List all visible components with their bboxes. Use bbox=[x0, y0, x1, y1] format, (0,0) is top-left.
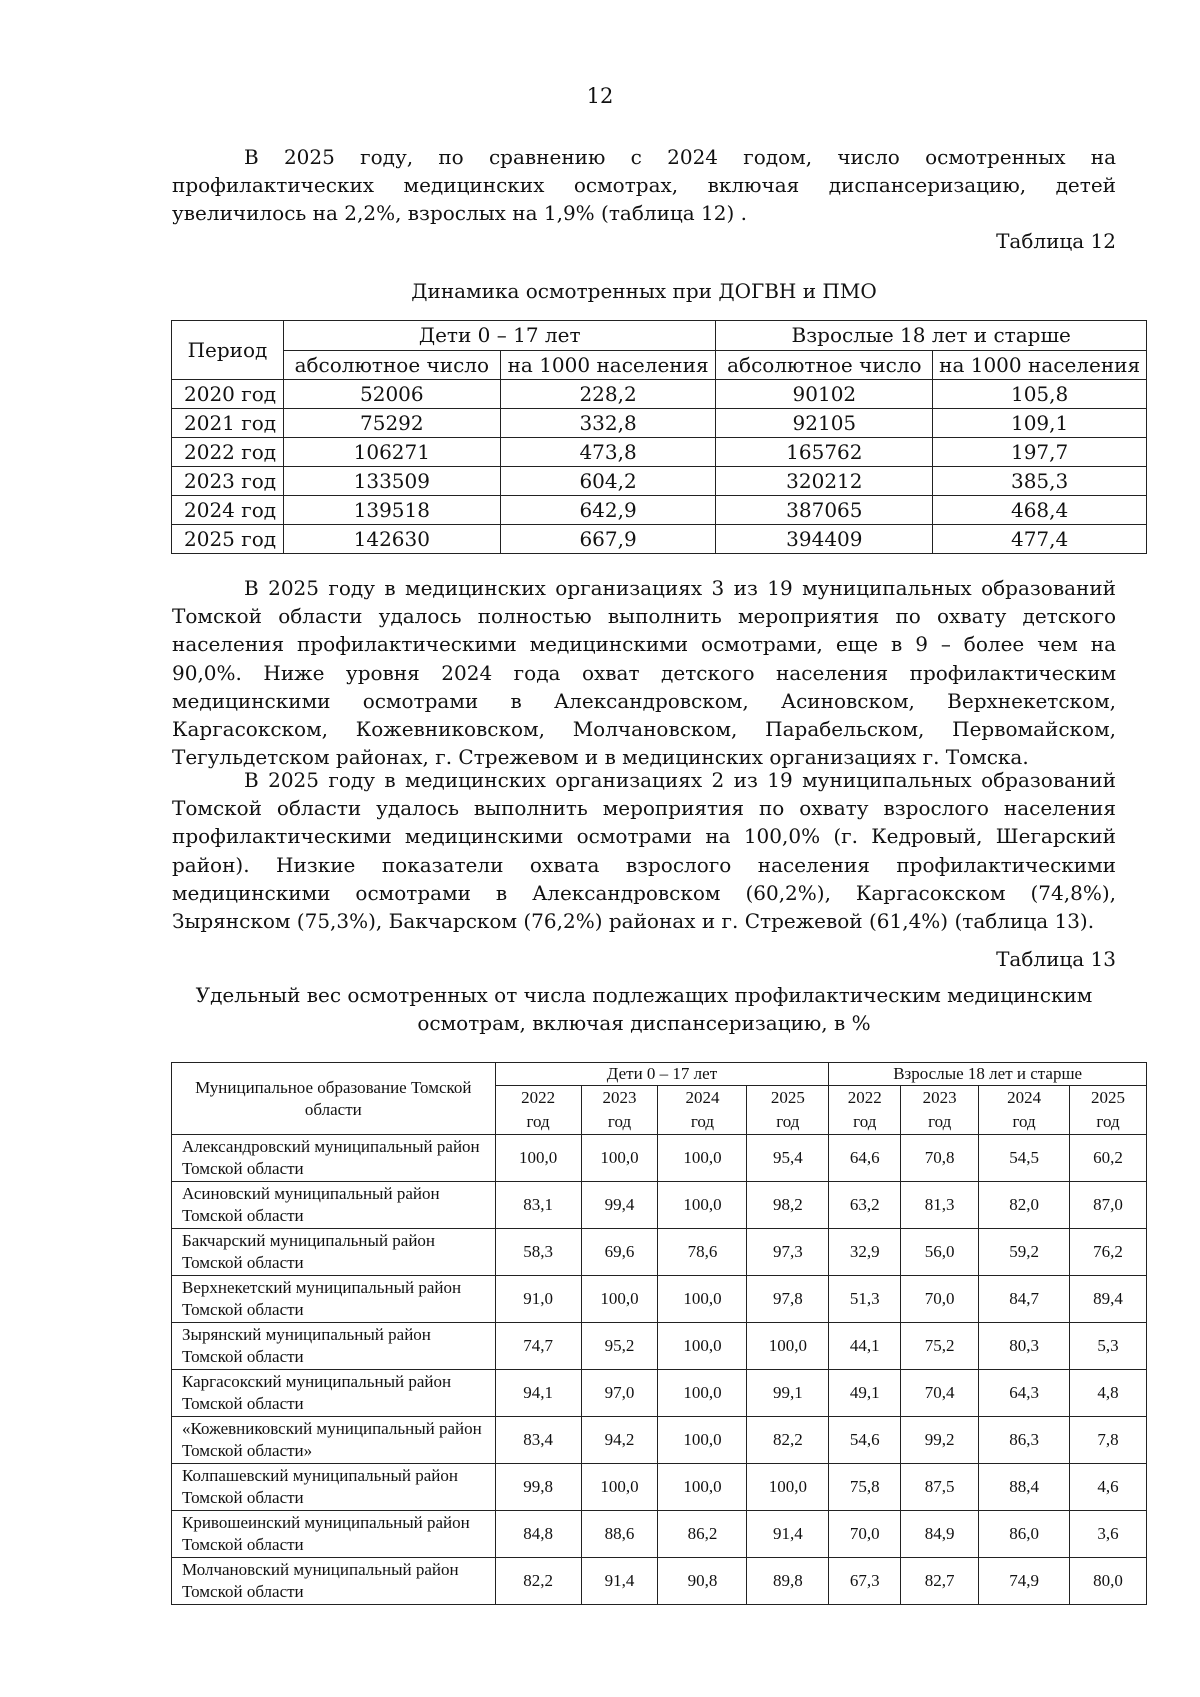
value-cell: 91,4 bbox=[581, 1558, 658, 1605]
value-cell: 7,8 bbox=[1070, 1417, 1147, 1464]
value-cell: 99,1 bbox=[747, 1370, 829, 1417]
value-cell: 80,3 bbox=[979, 1323, 1070, 1370]
header-children-abs: абсолютное число bbox=[283, 350, 500, 380]
value-cell: 89,4 bbox=[1070, 1276, 1147, 1323]
value-cell: 5,3 bbox=[1070, 1323, 1147, 1370]
adults-rate-cell: 385,3 bbox=[933, 467, 1147, 496]
value-cell: 100,0 bbox=[658, 1276, 747, 1323]
header-year: 2024 год bbox=[979, 1086, 1070, 1135]
value-cell: 70,0 bbox=[829, 1511, 901, 1558]
value-cell: 82,0 bbox=[979, 1182, 1070, 1229]
value-cell: 64,6 bbox=[829, 1135, 901, 1182]
municipality-cell: Александровский муниципальный район Томской области bbox=[172, 1135, 496, 1182]
adults-abs-cell: 90102 bbox=[716, 380, 933, 409]
value-cell: 94,2 bbox=[581, 1417, 658, 1464]
value-cell: 86,2 bbox=[658, 1511, 747, 1558]
table-row bbox=[172, 1276, 1147, 1323]
adults-abs-cell: 394409 bbox=[716, 525, 933, 554]
adults-rate-cell: 197,7 bbox=[933, 438, 1147, 467]
value-cell: 78,6 bbox=[658, 1229, 747, 1276]
header-municipality: Муниципальное образование Томской области bbox=[172, 1063, 496, 1135]
municipality-cell: «Кожевниковский муниципальный район Томской области» bbox=[172, 1417, 496, 1464]
table-row bbox=[172, 467, 1147, 496]
header-year: 2022 год bbox=[829, 1086, 901, 1135]
table-row bbox=[172, 1370, 1147, 1417]
table-row bbox=[172, 1323, 1147, 1370]
paragraph-intro: В 2025 году, по сравнению с 2024 годом, число осмотренных на профилактических медицинских осмотрах, включая диспансеризацию, детей увеличилось на 2,2%, взрослых на 1,9% (таблица 12) . bbox=[172, 145, 1116, 226]
value-cell: 60,2 bbox=[1070, 1135, 1147, 1182]
paragraph-adults-coverage: В 2025 году в медицинских организациях 2 из 19 муниципальных образований Томской области удалось выполнить мероприятия по охвату взрослого населения профилактическими медицинскими осмотрами на 100,0% (г. Кедровый, Шегарский район). Низкие показатели охвата взрослого населения профилактическими медицинскими осмотрами в Александровском (60,2%), Каргасокском (74,8%), Зырянском (75,3%), Бакчарском (76,2%) районах и г. Стрежевой (61,4%) (таблица 13). bbox=[172, 768, 1116, 934]
adults-abs-cell: 92105 bbox=[716, 409, 933, 438]
header-year: 2025 год bbox=[1070, 1086, 1147, 1135]
value-cell: 70,4 bbox=[901, 1370, 979, 1417]
table-row bbox=[172, 1229, 1147, 1276]
value-cell: 80,0 bbox=[1070, 1558, 1147, 1605]
children-rate-cell: 667,9 bbox=[500, 525, 716, 554]
value-cell: 100,0 bbox=[581, 1276, 658, 1323]
period-cell: 2023 год bbox=[172, 467, 284, 496]
value-cell: 74,9 bbox=[979, 1558, 1070, 1605]
table-row bbox=[172, 409, 1147, 438]
municipality-cell: Верхнекетский муниципальный район Томской области bbox=[172, 1276, 496, 1323]
value-cell: 76,2 bbox=[1070, 1229, 1147, 1276]
value-cell: 63,2 bbox=[829, 1182, 901, 1229]
period-cell: 2022 год bbox=[172, 438, 284, 467]
header-year: 2022 год bbox=[495, 1086, 581, 1135]
table-12 bbox=[171, 320, 1147, 554]
value-cell: 100,0 bbox=[747, 1323, 829, 1370]
value-cell: 99,4 bbox=[581, 1182, 658, 1229]
adults-rate-cell: 468,4 bbox=[933, 496, 1147, 525]
value-cell: 69,6 bbox=[581, 1229, 658, 1276]
value-cell: 56,0 bbox=[901, 1229, 979, 1276]
value-cell: 88,6 bbox=[581, 1511, 658, 1558]
period-cell: 2020 год bbox=[172, 380, 284, 409]
municipality-cell: Молчановский муниципальный район Томской области bbox=[172, 1558, 496, 1605]
children-abs-cell: 52006 bbox=[283, 380, 500, 409]
value-cell: 83,4 bbox=[495, 1417, 581, 1464]
table-row bbox=[172, 1135, 1147, 1182]
value-cell: 100,0 bbox=[658, 1323, 747, 1370]
table-row bbox=[172, 380, 1147, 409]
value-cell: 4,8 bbox=[1070, 1370, 1147, 1417]
value-cell: 100,0 bbox=[581, 1135, 658, 1182]
children-rate-cell: 228,2 bbox=[500, 380, 716, 409]
table-row bbox=[172, 1464, 1147, 1511]
value-cell: 100,0 bbox=[658, 1135, 747, 1182]
header-adults: Взрослые 18 лет и старше bbox=[716, 321, 1147, 351]
value-cell: 75,2 bbox=[901, 1323, 979, 1370]
value-cell: 95,2 bbox=[581, 1323, 658, 1370]
value-cell: 100,0 bbox=[658, 1370, 747, 1417]
value-cell: 99,2 bbox=[901, 1417, 979, 1464]
header-adults-per1000: на 1000 населения bbox=[933, 350, 1147, 380]
children-abs-cell: 106271 bbox=[283, 438, 500, 467]
children-rate-cell: 332,8 bbox=[500, 409, 716, 438]
value-cell: 86,0 bbox=[979, 1511, 1070, 1558]
value-cell: 91,0 bbox=[495, 1276, 581, 1323]
adults-abs-cell: 387065 bbox=[716, 496, 933, 525]
municipality-cell: Асиновский муниципальный район Томской области bbox=[172, 1182, 496, 1229]
municipality-cell: Колпашевский муниципальный район Томской области bbox=[172, 1464, 496, 1511]
header-year: 2023 год bbox=[901, 1086, 979, 1135]
value-cell: 100,0 bbox=[658, 1464, 747, 1511]
value-cell: 97,0 bbox=[581, 1370, 658, 1417]
header-children: Дети 0 – 17 лет bbox=[495, 1063, 829, 1086]
value-cell: 88,4 bbox=[979, 1464, 1070, 1511]
table-13-title: Удельный вес осмотренных от числа подлежащих профилактическим медицинским осмотрам, включая диспансеризацию, в % bbox=[195, 983, 1093, 1035]
adults-abs-cell: 165762 bbox=[716, 438, 933, 467]
header-adults-abs: абсолютное число bbox=[716, 350, 933, 380]
page-number: 12 bbox=[586, 84, 614, 108]
municipality-cell: Кривошеинский муниципальный район Томской области bbox=[172, 1511, 496, 1558]
children-rate-cell: 642,9 bbox=[500, 496, 716, 525]
value-cell: 70,8 bbox=[901, 1135, 979, 1182]
value-cell: 82,2 bbox=[495, 1558, 581, 1605]
table-13-label: Таблица 13 bbox=[996, 947, 1116, 971]
children-rate-cell: 473,8 bbox=[500, 438, 716, 467]
value-cell: 32,9 bbox=[829, 1229, 901, 1276]
adults-rate-cell: 477,4 bbox=[933, 525, 1147, 554]
value-cell: 100,0 bbox=[658, 1417, 747, 1464]
municipality-cell: Каргасокский муниципальный район Томской области bbox=[172, 1370, 496, 1417]
value-cell: 54,6 bbox=[829, 1417, 901, 1464]
value-cell: 67,3 bbox=[829, 1558, 901, 1605]
children-abs-cell: 139518 bbox=[283, 496, 500, 525]
period-cell: 2024 год bbox=[172, 496, 284, 525]
value-cell: 100,0 bbox=[658, 1182, 747, 1229]
adults-rate-cell: 109,1 bbox=[933, 409, 1147, 438]
paragraph-children-coverage: В 2025 году в медицинских организациях 3 из 19 муниципальных образований Томской области удалось полностью выполнить мероприятия по охвату детского населения профилактическими медицинскими осмотрами, еще в 9 – более чем на 90,0%. Ниже уровня 2024 года охват детского населения профилактическим медицинскими осмотрами в Александровском, Асиновском, Верхнекетском, Каргасокском, Кожевниковском, Молчановском, Парабельском, Первомайском, Тегульдетском районах, г. Стрежевом и в медицинских организациях г. Томска. bbox=[172, 576, 1116, 770]
adults-abs-cell: 320212 bbox=[716, 467, 933, 496]
value-cell: 89,8 bbox=[747, 1558, 829, 1605]
header-adults: Взрослые 18 лет и старше bbox=[829, 1063, 1147, 1086]
value-cell: 81,3 bbox=[901, 1182, 979, 1229]
children-abs-cell: 75292 bbox=[283, 409, 500, 438]
value-cell: 64,3 bbox=[979, 1370, 1070, 1417]
header-children: Дети 0 – 17 лет bbox=[283, 321, 716, 351]
municipality-cell: Зырянский муниципальный район Томской области bbox=[172, 1323, 496, 1370]
value-cell: 74,7 bbox=[495, 1323, 581, 1370]
value-cell: 75,8 bbox=[829, 1464, 901, 1511]
value-cell: 94,1 bbox=[495, 1370, 581, 1417]
value-cell: 84,7 bbox=[979, 1276, 1070, 1323]
value-cell: 90,8 bbox=[658, 1558, 747, 1605]
value-cell: 51,3 bbox=[829, 1276, 901, 1323]
value-cell: 82,7 bbox=[901, 1558, 979, 1605]
value-cell: 54,5 bbox=[979, 1135, 1070, 1182]
value-cell: 59,2 bbox=[979, 1229, 1070, 1276]
value-cell: 58,3 bbox=[495, 1229, 581, 1276]
adults-rate-cell: 105,8 bbox=[933, 380, 1147, 409]
children-rate-cell: 604,2 bbox=[500, 467, 716, 496]
period-cell: 2025 год bbox=[172, 525, 284, 554]
value-cell: 87,5 bbox=[901, 1464, 979, 1511]
value-cell: 95,4 bbox=[747, 1135, 829, 1182]
table-13 bbox=[171, 1062, 1147, 1605]
table-12-label: Таблица 12 bbox=[996, 229, 1116, 253]
header-children-per1000: на 1000 населения bbox=[500, 350, 716, 380]
table-row bbox=[172, 1511, 1147, 1558]
header-year: 2025 год bbox=[747, 1086, 829, 1135]
value-cell: 44,1 bbox=[829, 1323, 901, 1370]
children-abs-cell: 133509 bbox=[283, 467, 500, 496]
municipality-cell: Бакчарский муниципальный район Томской области bbox=[172, 1229, 496, 1276]
value-cell: 100,0 bbox=[581, 1464, 658, 1511]
value-cell: 3,6 bbox=[1070, 1511, 1147, 1558]
value-cell: 87,0 bbox=[1070, 1182, 1147, 1229]
value-cell: 83,1 bbox=[495, 1182, 581, 1229]
children-abs-cell: 142630 bbox=[283, 525, 500, 554]
value-cell: 91,4 bbox=[747, 1511, 829, 1558]
table-row bbox=[172, 1417, 1147, 1464]
value-cell: 4,6 bbox=[1070, 1464, 1147, 1511]
table-row bbox=[172, 438, 1147, 467]
table-row bbox=[172, 525, 1147, 554]
value-cell: 97,3 bbox=[747, 1229, 829, 1276]
table-row bbox=[172, 496, 1147, 525]
value-cell: 84,8 bbox=[495, 1511, 581, 1558]
value-cell: 70,0 bbox=[901, 1276, 979, 1323]
value-cell: 86,3 bbox=[979, 1417, 1070, 1464]
value-cell: 82,2 bbox=[747, 1417, 829, 1464]
header-year: 2024 год bbox=[658, 1086, 747, 1135]
value-cell: 84,9 bbox=[901, 1511, 979, 1558]
value-cell: 97,8 bbox=[747, 1276, 829, 1323]
table-12-title: Динамика осмотренных при ДОГВН и ПМО bbox=[411, 279, 877, 303]
value-cell: 99,8 bbox=[495, 1464, 581, 1511]
header-period: Период bbox=[172, 321, 284, 380]
value-cell: 98,2 bbox=[747, 1182, 829, 1229]
table-row bbox=[172, 1558, 1147, 1605]
value-cell: 100,0 bbox=[495, 1135, 581, 1182]
period-cell: 2021 год bbox=[172, 409, 284, 438]
value-cell: 100,0 bbox=[747, 1464, 829, 1511]
value-cell: 49,1 bbox=[829, 1370, 901, 1417]
table-row bbox=[172, 1182, 1147, 1229]
header-year: 2023 год bbox=[581, 1086, 658, 1135]
